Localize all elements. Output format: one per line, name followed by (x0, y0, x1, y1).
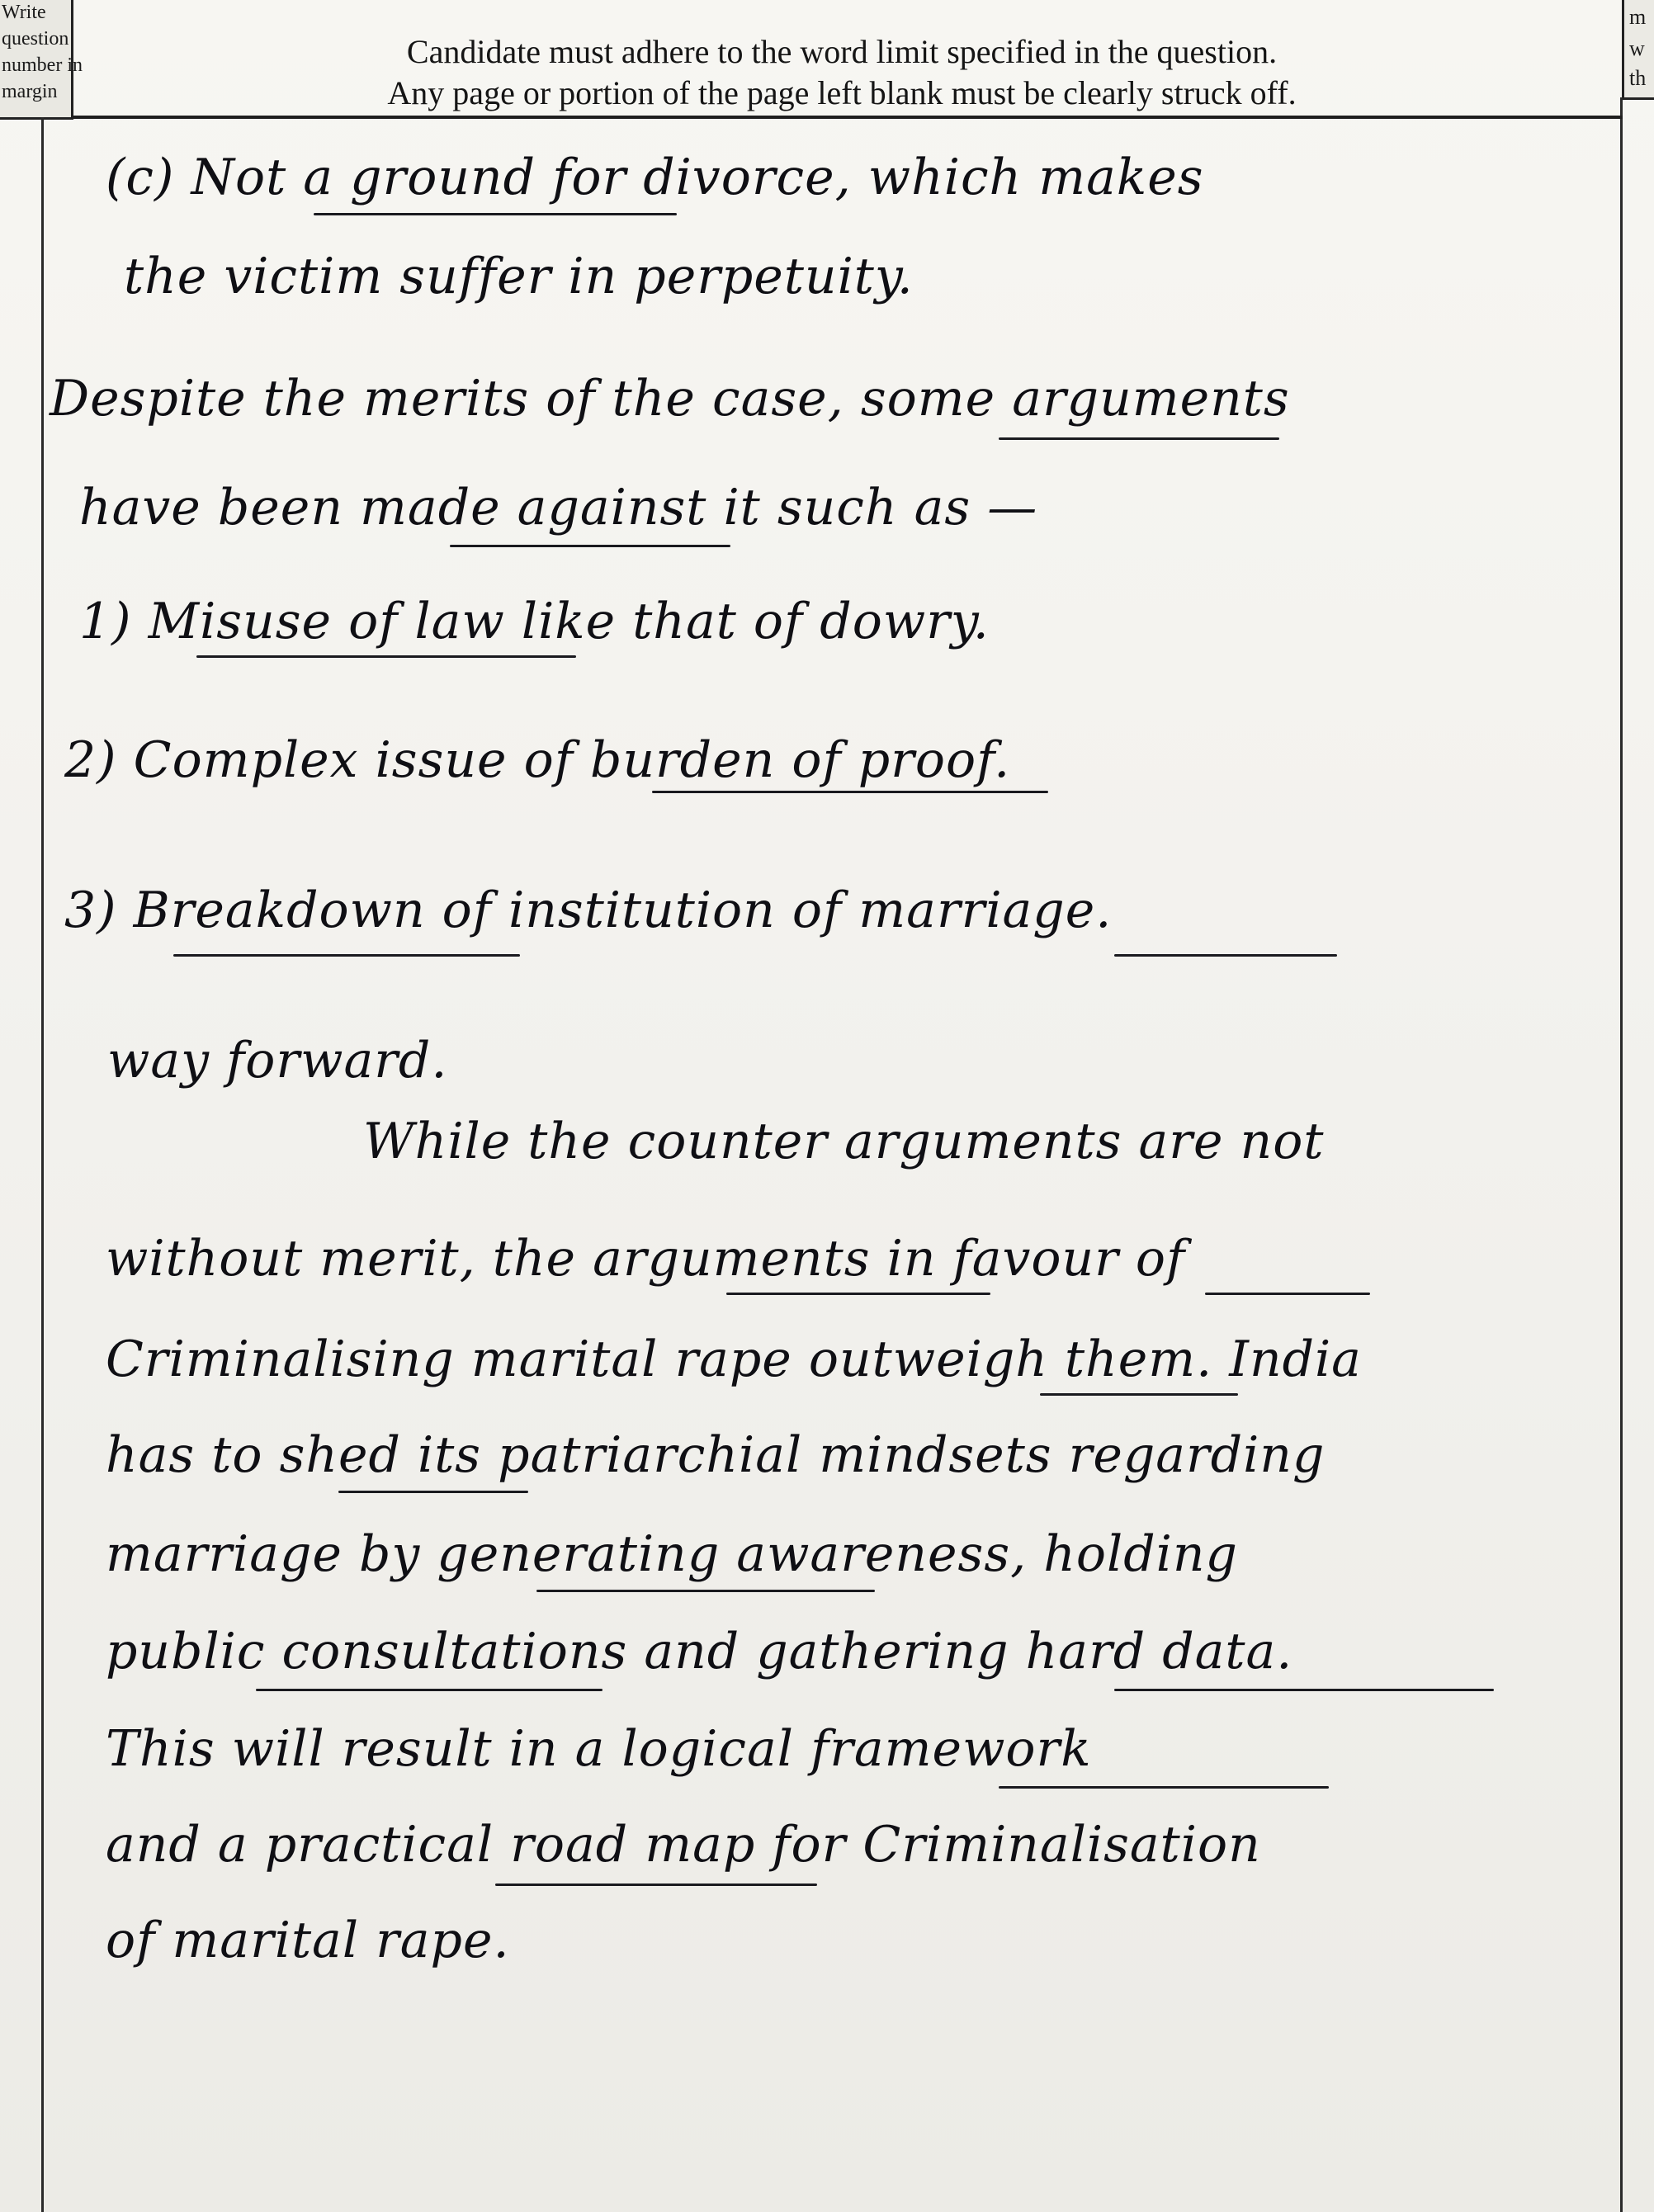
underline (1114, 954, 1337, 957)
answer-line-1: (c) Not a ground for divorce, which makes (106, 149, 1204, 206)
right-margin-label-1: m (1629, 5, 1647, 29)
answer-line-7: 3) Breakdown of institution of marriage. (64, 881, 1113, 939)
left-margin-label-4: margin (2, 81, 58, 102)
answer-line-16: and a practical road map for Criminalisation (106, 1816, 1261, 1874)
underline (652, 791, 1048, 793)
underline (173, 954, 520, 957)
underline (999, 437, 1279, 440)
underline (338, 1491, 528, 1493)
answer-line-10: without merit, the arguments in favour of (106, 1230, 1186, 1288)
answer-line-12: has to shed its patriarchial mindsets regarding (106, 1426, 1326, 1484)
left-margin-label-3: number in (2, 54, 83, 76)
answer-line-14: public consultations and gathering hard data. (106, 1623, 1293, 1680)
underline (536, 1590, 875, 1592)
answer-line-3: Despite the merits of the case, some arguments (50, 370, 1290, 428)
right-margin-label-2: w (1629, 36, 1645, 60)
answer-line-4: have been made against it such as — (79, 479, 1038, 536)
left-margin-label-2: question (2, 28, 69, 50)
right-margin-label-3: th (1629, 66, 1647, 90)
underline (999, 1786, 1329, 1789)
answer-line-8: way forward. (107, 1032, 448, 1089)
answer-line-13: marriage by generating awareness, holding (106, 1525, 1238, 1583)
answer-line-9: While the counter arguments are not (363, 1113, 1325, 1170)
underline (726, 1293, 990, 1295)
instruction-blank-struck-off: Any page or portion of the page left blank must be clearly struck off. (387, 74, 1297, 111)
answer-line-2: the victim suffer in perpetuity. (124, 248, 914, 305)
answer-line-11: Criminalising marital rape outweigh them. India (106, 1331, 1362, 1388)
left-margin-label-1: Write (2, 2, 46, 23)
instruction-word-limit: Candidate must adhere to the word limit specified in the question. (406, 33, 1278, 70)
underline (1040, 1393, 1238, 1396)
answer-line-17: of marital rape. (106, 1912, 510, 1969)
underline (1205, 1293, 1370, 1295)
underline (196, 655, 576, 658)
underline (256, 1689, 603, 1691)
answer-line-15: This will result in a logical framework (106, 1720, 1092, 1778)
answer-line-6: 2) Complex issue of burden of proof. (64, 731, 1011, 789)
answer-line-5: 1) Misuse of law like that of dowry. (79, 593, 990, 650)
underline (1114, 1689, 1494, 1691)
underline (495, 1884, 817, 1886)
underline (314, 213, 677, 215)
underline (450, 545, 730, 547)
